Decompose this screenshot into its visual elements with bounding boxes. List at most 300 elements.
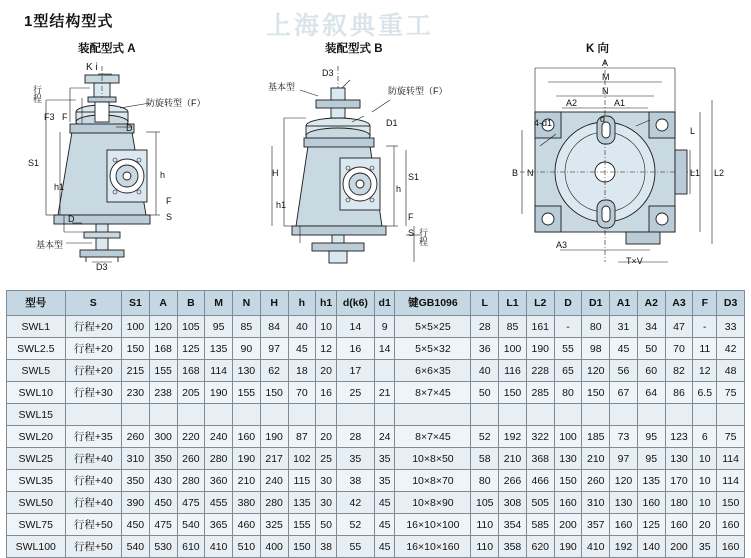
th-11: d1: [374, 291, 395, 316]
table-cell: 34: [637, 316, 665, 338]
th-18: A1: [610, 291, 638, 316]
table-cell: 31: [610, 316, 638, 338]
table-cell: 210: [233, 470, 261, 492]
label-k-l1: L1: [690, 168, 701, 178]
table-cell: 466: [526, 470, 554, 492]
table-cell: 52: [471, 426, 499, 448]
table-cell: 360: [205, 470, 233, 492]
table-cell: 238: [149, 382, 177, 404]
table-cell: 220: [177, 426, 205, 448]
table-cell: 5×5×25: [395, 316, 471, 338]
table-cell: [637, 404, 665, 426]
table-cell: 510: [233, 536, 261, 558]
table-cell: 67: [610, 382, 638, 404]
table-cell: 114: [205, 360, 233, 382]
table-cell: 16×10×100: [395, 514, 471, 536]
table-cell: [554, 404, 582, 426]
table-cell-model: SWL100: [7, 536, 66, 558]
table-cell: [336, 404, 374, 426]
th-2: S1: [122, 291, 150, 316]
th-7: H: [260, 291, 288, 316]
label-b-antirotation: 防旋转型（F）: [388, 86, 448, 96]
table-cell: 150: [288, 536, 316, 558]
table-cell: 行程+20: [65, 360, 122, 382]
table-cell: [471, 404, 499, 426]
label-b-stroke: 行程: [418, 228, 428, 246]
label-k-a: A: [602, 58, 609, 68]
drawing-type-a: [46, 66, 160, 262]
table-cell: 行程+40: [65, 470, 122, 492]
table-cell: 52: [336, 514, 374, 536]
table-row: [7, 404, 745, 426]
table-cell: 6.5: [693, 382, 717, 404]
table-cell: 205: [177, 382, 205, 404]
table-cell: 155: [288, 514, 316, 536]
table-cell: 84: [260, 316, 288, 338]
table-cell: [395, 404, 471, 426]
table-cell: 260: [582, 470, 610, 492]
table-cell: 160: [665, 514, 693, 536]
table-cell: 30: [316, 470, 337, 492]
table-cell: 450: [122, 514, 150, 536]
table-cell: 14: [374, 338, 395, 360]
table-cell: 8×7×45: [395, 382, 471, 404]
table-cell: 135: [205, 338, 233, 360]
table-cell: 10×8×50: [395, 448, 471, 470]
table-cell: [374, 360, 395, 382]
table-cell: 125: [637, 514, 665, 536]
table-cell: 48: [717, 360, 745, 382]
table-cell: 125: [177, 338, 205, 360]
table-cell: 280: [205, 448, 233, 470]
table-cell: 210: [499, 448, 527, 470]
table-row: [7, 360, 745, 382]
table-cell: 10×8×70: [395, 470, 471, 492]
table-row: [7, 338, 745, 360]
table-cell: 102: [288, 448, 316, 470]
table-cell: [526, 404, 554, 426]
table-row: [7, 316, 745, 338]
table-cell: [233, 404, 261, 426]
table-row: [7, 426, 745, 448]
table-cell: 21: [374, 382, 395, 404]
table-cell: 150: [122, 338, 150, 360]
label-b-f: F: [408, 212, 414, 222]
table-cell-model: SWL2.5: [7, 338, 66, 360]
table-cell: 192: [499, 426, 527, 448]
table-cell: 168: [149, 338, 177, 360]
th-13: L: [471, 291, 499, 316]
table-cell: 310: [582, 492, 610, 514]
table-cell: 160: [637, 492, 665, 514]
table-cell: 82: [665, 360, 693, 382]
table-cell: 180: [665, 492, 693, 514]
table-cell: 185: [582, 426, 610, 448]
table-cell: 150: [499, 382, 527, 404]
table-cell: 155: [149, 360, 177, 382]
table-cell: [205, 404, 233, 426]
table-row: [7, 492, 745, 514]
table-cell: 325: [260, 514, 288, 536]
table-cell: 368: [526, 448, 554, 470]
table-cell: 98: [582, 338, 610, 360]
table-cell: 135: [288, 492, 316, 514]
label-a-h: h: [160, 170, 166, 180]
table-cell: 430: [149, 470, 177, 492]
table-cell-model: SWL1: [7, 316, 66, 338]
table-cell: 45: [288, 338, 316, 360]
table-cell-model: SWL25: [7, 448, 66, 470]
table-cell: 行程+40: [65, 492, 122, 514]
table-cell: 14: [336, 316, 374, 338]
table-cell: 行程+40: [65, 448, 122, 470]
table-cell: 228: [526, 360, 554, 382]
table-cell: 10: [693, 470, 717, 492]
table-cell: 120: [149, 316, 177, 338]
table-cell: 80: [582, 316, 610, 338]
table-cell: [374, 404, 395, 426]
label-a-f2: F: [166, 196, 172, 206]
table-cell: 16: [316, 382, 337, 404]
table-cell: 45: [374, 536, 395, 558]
table-cell: 357: [582, 514, 610, 536]
table-cell: 70: [288, 382, 316, 404]
table-cell: 56: [610, 360, 638, 382]
table-cell-model: SWL10: [7, 382, 66, 404]
table-cell: 50: [637, 338, 665, 360]
table-cell: [582, 404, 610, 426]
label-k-4d1: 4-d1: [534, 118, 553, 128]
th-22: D3: [717, 291, 745, 316]
table-cell: 530: [149, 536, 177, 558]
table-cell: 110: [471, 536, 499, 558]
table-cell: 168: [177, 360, 205, 382]
th-19: A2: [637, 291, 665, 316]
table-cell: 217: [260, 448, 288, 470]
label-b-h1: h1: [276, 200, 287, 210]
table-cell: 86: [665, 382, 693, 404]
table-cell: 47: [665, 316, 693, 338]
label-a-basic: 基本型: [36, 240, 64, 250]
table-cell: 130: [233, 360, 261, 382]
table-cell: 135: [637, 470, 665, 492]
table-cell: 18: [288, 360, 316, 382]
table-cell: 58: [471, 448, 499, 470]
table-cell: 120: [610, 470, 638, 492]
th-0: 型号: [7, 291, 66, 316]
table-cell: 36: [471, 338, 499, 360]
table-cell: 60: [637, 360, 665, 382]
label-a-f3: F3: [44, 112, 55, 122]
table-cell: 行程+20: [65, 338, 122, 360]
table-cell: 200: [554, 514, 582, 536]
label-k-b: B: [512, 168, 519, 178]
label-a-s1: S1: [28, 158, 40, 168]
table-cell: 380: [233, 492, 261, 514]
table-cell: 300: [149, 426, 177, 448]
table-cell: 行程+35: [65, 426, 122, 448]
table-cell-model: SWL50: [7, 492, 66, 514]
table-cell: 28: [336, 426, 374, 448]
table-cell: 33: [717, 316, 745, 338]
th-3: A: [149, 291, 177, 316]
table-cell: 160: [233, 426, 261, 448]
table-cell: 38: [336, 470, 374, 492]
table-cell: [65, 404, 122, 426]
table-cell: 35: [374, 448, 395, 470]
table-cell: 354: [499, 514, 527, 536]
label-k-d: d: [600, 114, 606, 124]
table-cell: 行程+50: [65, 536, 122, 558]
table-header-row: [7, 291, 745, 316]
table-cell: 35: [374, 470, 395, 492]
table-cell: 11: [693, 338, 717, 360]
table-cell: 130: [610, 492, 638, 514]
table-row: [7, 470, 745, 492]
label-k-n2: N: [527, 168, 534, 178]
table-cell: 120: [582, 360, 610, 382]
th-5: M: [205, 291, 233, 316]
table-cell: 115: [288, 470, 316, 492]
table-cell: 80: [554, 382, 582, 404]
table-cell: 97: [610, 448, 638, 470]
table-cell: 266: [499, 470, 527, 492]
table-cell: 116: [499, 360, 527, 382]
table-cell: 390: [122, 492, 150, 514]
table-cell: 350: [122, 470, 150, 492]
table-cell: [177, 404, 205, 426]
table-cell: 90: [233, 338, 261, 360]
table-cell: 150: [260, 382, 288, 404]
table-cell: 365: [205, 514, 233, 536]
table-cell: 10: [693, 492, 717, 514]
th-8: h: [288, 291, 316, 316]
table-cell: 20: [316, 426, 337, 448]
table-cell: 95: [637, 426, 665, 448]
table-cell: 85: [499, 316, 527, 338]
table-cell: [260, 404, 288, 426]
th-1: S: [65, 291, 122, 316]
table-cell: 35: [336, 448, 374, 470]
label-b-d3: D3: [322, 68, 334, 78]
table-cell: 260: [177, 448, 205, 470]
table-cell: 25: [336, 382, 374, 404]
table-cell: 455: [205, 492, 233, 514]
table-cell: 505: [526, 492, 554, 514]
table-cell: 308: [499, 492, 527, 514]
table-cell: 358: [499, 536, 527, 558]
table-cell: 行程+50: [65, 514, 122, 536]
table-cell: 70: [665, 338, 693, 360]
table-row: [7, 448, 745, 470]
label-b-h: H: [272, 168, 279, 178]
table-cell: 540: [122, 536, 150, 558]
label-b-s1: S1: [408, 172, 420, 182]
table-cell: 475: [177, 492, 205, 514]
label-k-a3: A3: [556, 240, 568, 250]
th-12: 键GB1096: [395, 291, 471, 316]
th-17: D1: [582, 291, 610, 316]
table-cell: 123: [665, 426, 693, 448]
label-a-d3: D3: [96, 262, 108, 272]
table-cell: 110: [471, 514, 499, 536]
th-4: B: [177, 291, 205, 316]
table-row: [7, 514, 745, 536]
label-k-l: L: [690, 126, 696, 136]
table-cell: 190: [233, 448, 261, 470]
table-cell: 28: [471, 316, 499, 338]
table-cell: 12: [316, 338, 337, 360]
table-cell: 6: [693, 426, 717, 448]
table-cell: 114: [717, 470, 745, 492]
th-14: L1: [499, 291, 527, 316]
th-10: d(k6): [336, 291, 374, 316]
label-a-h1: h1: [54, 182, 65, 192]
table-cell: 62: [260, 360, 288, 382]
table-cell: 30: [316, 492, 337, 514]
table-cell: [122, 404, 150, 426]
table-cell: 130: [554, 448, 582, 470]
table-cell: 25: [316, 448, 337, 470]
table-cell: 215: [122, 360, 150, 382]
table-cell: 73: [610, 426, 638, 448]
table-cell: 475: [149, 514, 177, 536]
table-cell: 16×10×160: [395, 536, 471, 558]
table-cell: [499, 404, 527, 426]
table-cell: 75: [717, 382, 745, 404]
table-cell: 170: [665, 470, 693, 492]
table-cell: 210: [582, 448, 610, 470]
table-cell: 8×7×45: [395, 426, 471, 448]
table-cell: 42: [717, 338, 745, 360]
label-a-ki: K i: [86, 62, 98, 73]
table-cell: 80: [471, 470, 499, 492]
table-cell: [149, 404, 177, 426]
table-cell: 24: [374, 426, 395, 448]
label-k-a1: A1: [614, 98, 626, 108]
table-cell: 9: [374, 316, 395, 338]
table-cell: 585: [526, 514, 554, 536]
label-k-m: M: [602, 72, 610, 82]
table-cell: 10: [693, 448, 717, 470]
table-cell: 350: [149, 448, 177, 470]
table-cell: [316, 404, 337, 426]
table-cell: 410: [582, 536, 610, 558]
watermark: 上海叙典重工: [266, 12, 435, 40]
table-cell: 75: [717, 426, 745, 448]
table-cell: 10: [316, 316, 337, 338]
table-row: [7, 382, 745, 404]
table-cell: 97: [260, 338, 288, 360]
table-cell: 450: [149, 492, 177, 514]
table-cell: 40: [288, 316, 316, 338]
table-cell: 10×8×90: [395, 492, 471, 514]
table-cell: 610: [177, 536, 205, 558]
table-cell: 6×6×35: [395, 360, 471, 382]
table-cell: 95: [637, 448, 665, 470]
table-cell: 45: [374, 492, 395, 514]
table-cell: 620: [526, 536, 554, 558]
table-cell: 42: [336, 492, 374, 514]
table-cell: 150: [554, 470, 582, 492]
table-cell-model: SWL15: [7, 404, 66, 426]
table-cell: 40: [471, 360, 499, 382]
table-cell: 285: [526, 382, 554, 404]
table-cell: 410: [205, 536, 233, 558]
table-cell: 12: [693, 360, 717, 382]
label-a-stroke: 行程: [32, 85, 42, 103]
table-cell: [717, 404, 745, 426]
th-6: N: [233, 291, 261, 316]
table-cell: 行程+30: [65, 382, 122, 404]
table-cell: 190: [205, 382, 233, 404]
table-cell: 190: [554, 536, 582, 558]
table-cell: 105: [177, 316, 205, 338]
table-cell: 240: [260, 470, 288, 492]
table-cell: [610, 404, 638, 426]
table-cell: 55: [336, 536, 374, 558]
section-title-k: K 向: [586, 43, 609, 55]
table-cell: [288, 404, 316, 426]
table-cell: 322: [526, 426, 554, 448]
table-cell: 155: [233, 382, 261, 404]
table-cell: 100: [499, 338, 527, 360]
table-cell: 16: [336, 338, 374, 360]
table-cell: 17: [336, 360, 374, 382]
table-cell: 50: [471, 382, 499, 404]
table-cell: 行程+20: [65, 316, 122, 338]
table-cell: 100: [554, 426, 582, 448]
table-cell-model: SWL35: [7, 470, 66, 492]
th-21: F: [693, 291, 717, 316]
label-k-n: N: [602, 86, 609, 96]
section-title-b: 装配型式 B: [325, 43, 383, 55]
label-k-l2: L2: [714, 168, 725, 178]
table-cell: 114: [717, 448, 745, 470]
table-cell-model: SWL75: [7, 514, 66, 536]
table-cell: 200: [665, 536, 693, 558]
label-a-d-lower: D: [68, 214, 75, 224]
table-cell: 20: [316, 360, 337, 382]
th-20: A3: [665, 291, 693, 316]
table-cell: 192: [610, 536, 638, 558]
spec-table: [6, 290, 745, 558]
table-cell: 540: [177, 514, 205, 536]
table-cell-model: SWL20: [7, 426, 66, 448]
table-cell: 160: [717, 514, 745, 536]
label-a-antirotation: 防旋转型（F）: [146, 98, 206, 108]
table-cell: 95: [205, 316, 233, 338]
table-cell: 20: [693, 514, 717, 536]
th-9: h1: [316, 291, 337, 316]
table-cell: 260: [122, 426, 150, 448]
table-cell: 240: [205, 426, 233, 448]
table-cell: 130: [665, 448, 693, 470]
table-body: [7, 316, 745, 558]
table-cell: 140: [637, 536, 665, 558]
label-k-a2: A2: [566, 98, 578, 108]
table-cell: [665, 404, 693, 426]
table-row: [7, 536, 745, 558]
table-cell: 150: [582, 382, 610, 404]
table-cell-model: SWL5: [7, 360, 66, 382]
label-a-s: S: [166, 212, 173, 222]
table-cell: 45: [374, 514, 395, 536]
label-a-d: D: [126, 123, 133, 133]
label-b-h-small: h: [396, 184, 402, 194]
table-cell: 100: [122, 316, 150, 338]
table-cell: 150: [717, 492, 745, 514]
